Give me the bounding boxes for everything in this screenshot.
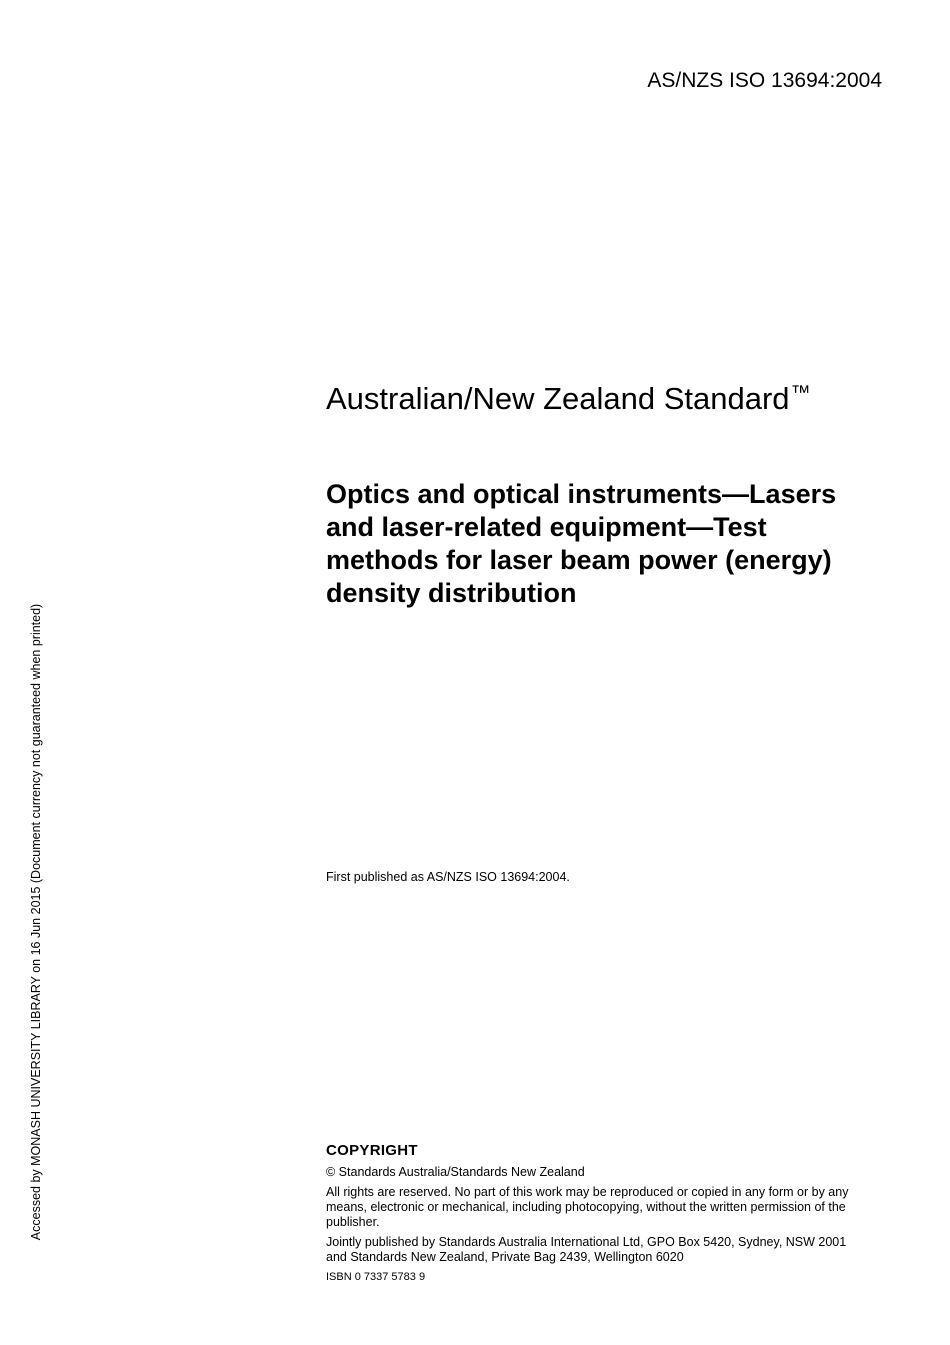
- copyright-heading: COPYRIGHT: [326, 1142, 418, 1159]
- rights-statement: [326, 1185, 886, 1230]
- rights-statement-line: All rights are reserved. No part of this work may be reproduced or copied in any form or by any: [326, 1185, 849, 1199]
- document-title-line: methods for laser beam power (energy): [326, 545, 832, 575]
- document-title-line: and laser-related equipment—Test: [326, 512, 767, 542]
- series-title: [326, 374, 811, 418]
- trademark-symbol: ™: [790, 382, 811, 404]
- rights-statement-line: publisher.: [326, 1215, 380, 1229]
- copyright-owner: © Standards Australia/Standards New Zealand: [326, 1165, 585, 1179]
- isbn: ISBN 0 7337 5783 9: [326, 1271, 426, 1283]
- document-title: [326, 478, 906, 610]
- copyright-block: [326, 1141, 886, 1290]
- document-title-line: Optics and optical instruments—Lasers: [326, 479, 837, 509]
- access-watermark-note: Accessed by MONASH UNIVERSITY LIBRARY on 16 Jun 2015 (Document currency not guaranteed when printed): [29, 603, 43, 1241]
- document-title-line: density distribution: [326, 578, 577, 608]
- publisher-statement-line: Jointly published by Standards Australia International Ltd, GPO Box 5420, Sydney, NSW 2001: [326, 1235, 847, 1249]
- publisher-statement-line: and Standards New Zealand, Private Bag 2439, Wellington 6020: [326, 1250, 684, 1264]
- first-published-note: First published as AS/NZS ISO 13694:2004.: [326, 870, 570, 884]
- series-title-text: Australian/New Zealand Standard: [326, 381, 790, 416]
- standard-number: AS/NZS ISO 13694:2004: [647, 69, 882, 92]
- publisher-statement: [326, 1235, 886, 1265]
- rights-statement-line: means, electronic or mechanical, including photocopying, without the written permission of the: [326, 1200, 846, 1214]
